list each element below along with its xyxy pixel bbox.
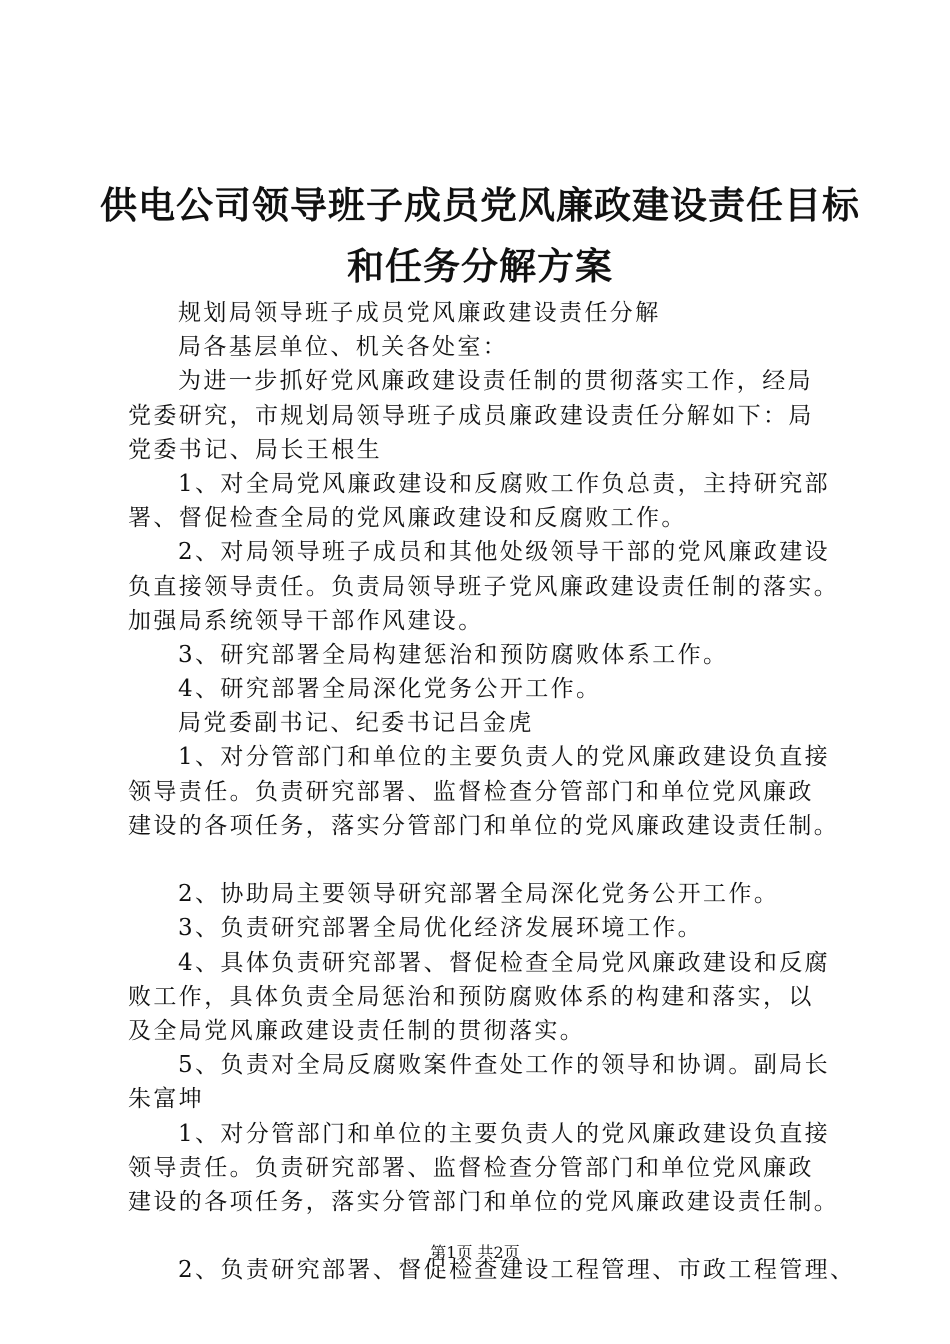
body-line: 5、负责对全局反腐败案件查处工作的领导和协调。副局长 (178, 1052, 831, 1079)
body-line: 1、对分管部门和单位的主要负责人的党风廉政建设负直接 (178, 744, 831, 771)
body-line: 局各基层单位、机关各处室： (178, 334, 509, 361)
body-line: 3、负责研究部署全局优化经济发展环境工作。 (178, 915, 704, 942)
body-line: 规划局领导班子成员党风廉政建设责任分解 (178, 300, 661, 326)
document-title-line-1: 供电公司领导班子成员党风廉政建设责任目标 (100, 184, 860, 227)
body-line: 2、对局领导班子成员和其他处级领导干部的党风廉政建设 (178, 539, 831, 566)
body-line: 党委研究，市规划局领导班子成员廉政建设责任分解如下：局 (128, 402, 814, 429)
body-line: 3、研究部署全局构建惩治和预防腐败体系工作。 (178, 641, 729, 668)
body-line: 1、对分管部门和单位的主要负责人的党风廉政建设负直接 (178, 1120, 831, 1147)
body-line: 败工作，具体负责全局惩治和预防腐败体系的构建和落实，以 (128, 983, 814, 1010)
body-line: 负直接领导责任。负责局领导班子党风廉政建设责任制的落实。 (128, 573, 840, 600)
body-line: 朱富坤 (128, 1086, 205, 1113)
body-line: 领导责任。负责研究部署、监督检查分管部门和单位党风廉政 (128, 778, 814, 805)
body-line: 加强局系统领导干部作风建设。 (128, 607, 484, 634)
body-line: 及全局党风廉政建设责任制的贯彻落实。 (128, 1017, 586, 1044)
body-line: 为进一步抓好党风廉政建设责任制的贯彻落实工作，经局 (178, 368, 813, 395)
page-footer: 第1页 共2页 (430, 1243, 520, 1262)
body-line: 局党委副书记、纪委书记吕金虎 (178, 710, 534, 737)
blank-line (128, 843, 844, 877)
body-line: 4、研究部署全局深化党务公开工作。 (178, 676, 602, 703)
body-line: 2、协助局主要领导研究部署全局深化党务公开工作。 (178, 881, 780, 908)
body-line: 党委书记、局长王根生 (128, 436, 382, 463)
body-line: 1、对全局党风廉政建设和反腐败工作负总责，主持研究部 (178, 470, 831, 497)
body-line: 建设的各项任务，落实分管部门和单位的党风廉政建设责任制。 (128, 1188, 840, 1215)
body-line: 建设的各项任务，落实分管部门和单位的党风廉政建设责任制。 (128, 812, 840, 839)
body-line: 4、具体负责研究部署、督促检查全局党风廉政建设和反腐 (178, 949, 831, 976)
document-title-line-2: 和任务分解方案 (347, 245, 613, 288)
body-line: 领导责任。负责研究部署、监督检查分管部门和单位党风廉政 (128, 1154, 814, 1181)
body-line: 2、负责研究部署、督促检查建设工程管理、市政工程管理、 (178, 1257, 856, 1284)
body-line: 署、督促检查全局的党风廉政建设和反腐败工作。 (128, 505, 687, 532)
document-body (128, 296, 856, 1287)
